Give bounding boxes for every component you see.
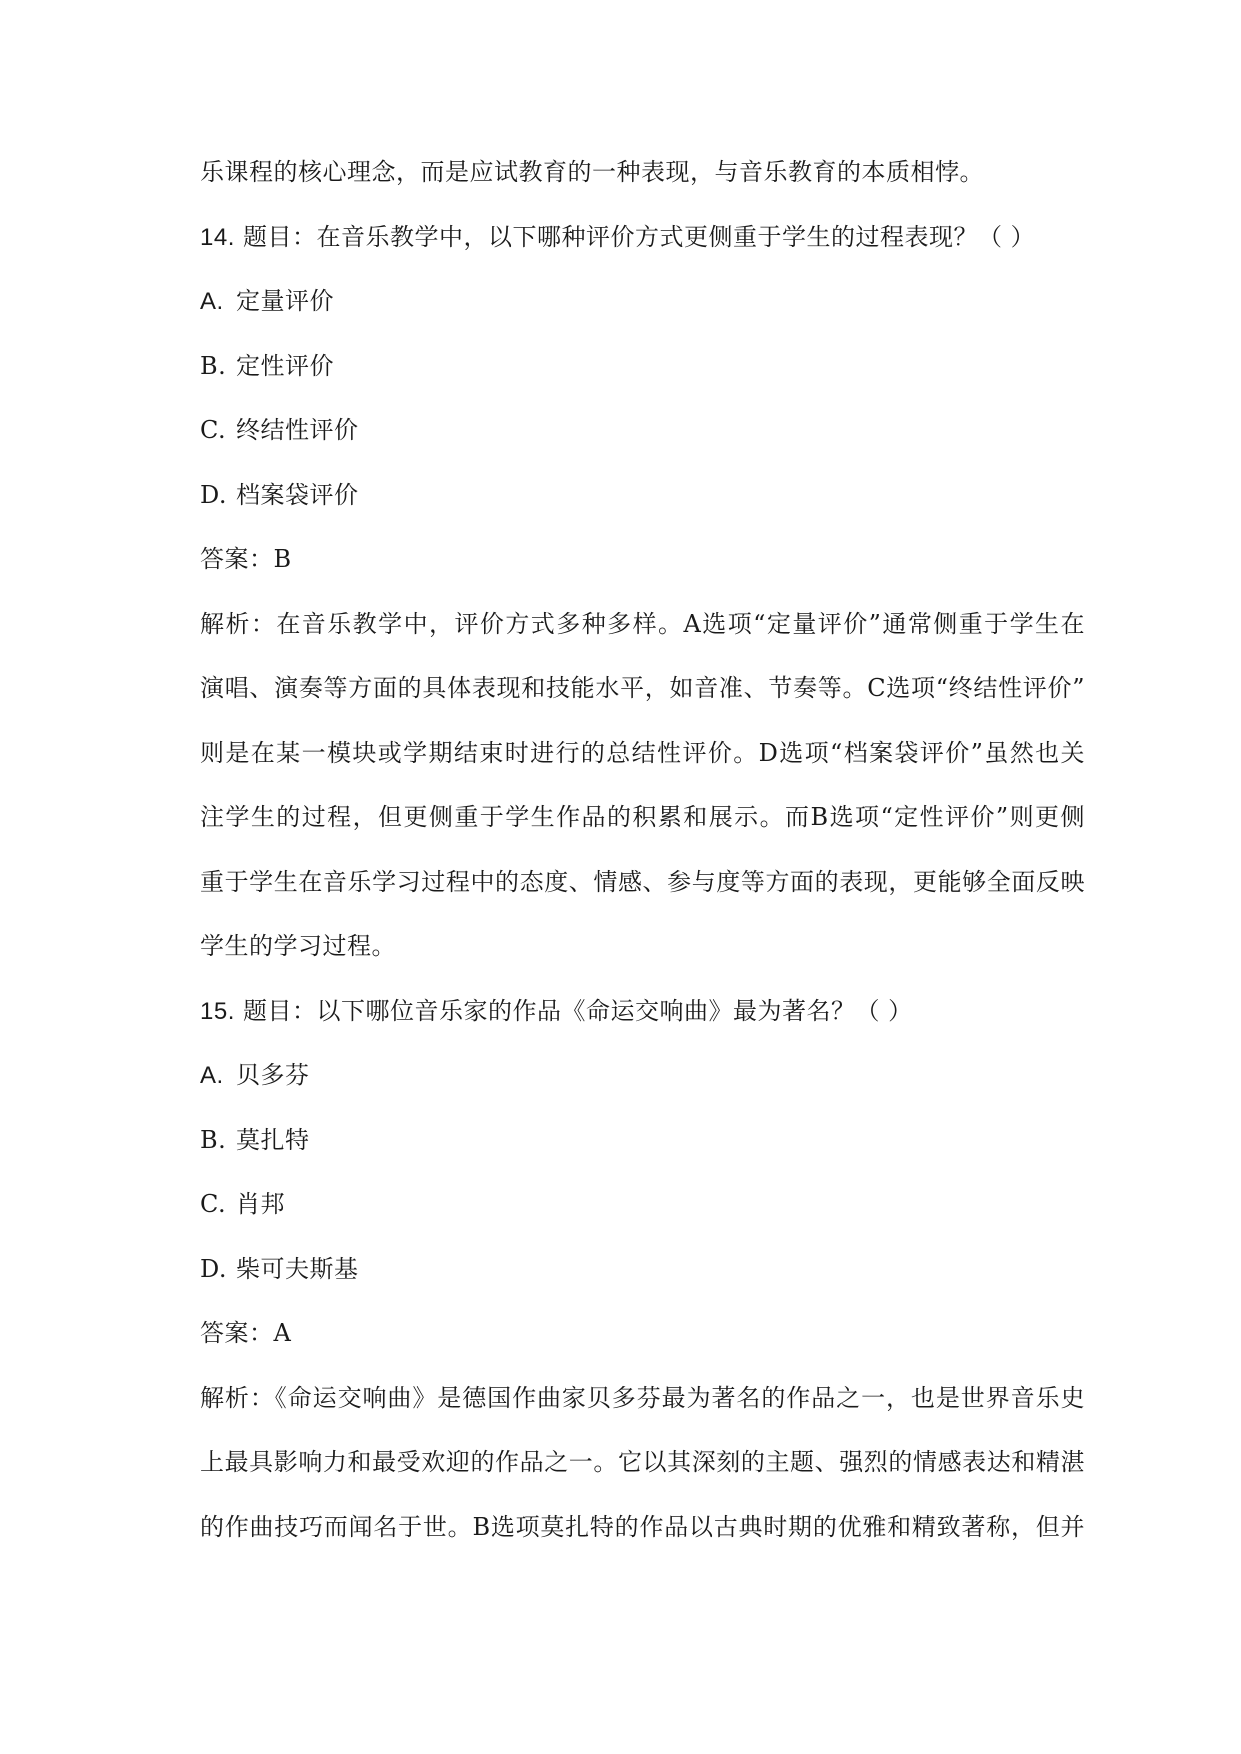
option-text: 档案袋评价 — [236, 480, 359, 509]
analysis-line: 演唱、演奏等方面的具体表现和技能水平，如音准、节奏等。C选项“终结性评价” — [200, 674, 1085, 702]
option-letter: C. — [200, 1190, 227, 1218]
option-text: 贝多芬 — [236, 1061, 310, 1089]
option-text: 定量评价 — [236, 287, 334, 315]
option-a — [200, 269, 1085, 334]
option-letter: B. — [200, 351, 227, 380]
document-page — [200, 140, 1085, 1559]
previous-analysis-tail: 乐课程的核心理念，而是应试教育的一种表现，与音乐教育的本质相悖。 — [200, 158, 984, 186]
option-text: 柴可夫斯基 — [236, 1254, 359, 1283]
option-letter: A. — [200, 1062, 224, 1089]
question-text: 题目：以下哪位音乐家的作品《命运交响曲》最为著名？（ ） — [243, 996, 913, 1025]
option-d — [200, 463, 1085, 528]
question-number: 15. — [200, 997, 235, 1025]
question-text: 题目：在音乐教学中，以下哪种评价方式更侧重于学生的过程表现？（ ） — [243, 222, 1036, 251]
option-a — [200, 1043, 1085, 1108]
option-letter: A. — [200, 288, 224, 315]
question-14-stem — [200, 205, 1085, 270]
answer-line: 答案：B — [200, 545, 292, 573]
analysis-line: 解析：《命运交响曲》是德国作曲家贝多芬最为著名的作品之一，也是世界音乐史 — [200, 1383, 1085, 1412]
option-text: 肖邦 — [236, 1190, 285, 1218]
question-15-stem — [200, 979, 1085, 1044]
option-b — [200, 334, 1085, 399]
question-number: 14. — [200, 223, 235, 251]
analysis-line: 重于学生在音乐学习过程中的态度、情感、参与度等方面的表现，更能够全面反映 — [200, 867, 1085, 896]
analysis-line: 注学生的过程，但更侧重于学生作品的积累和展示。而B选项“定性评价”则更侧 — [200, 803, 1085, 831]
option-d — [200, 1237, 1085, 1302]
option-c — [200, 398, 1085, 463]
option-letter: D. — [200, 480, 228, 509]
option-letter: D. — [200, 1254, 228, 1283]
analysis-line: 上最具影响力和最受欢迎的作品之一。它以其深刻的主题、强烈的情感表达和精湛 — [200, 1448, 1085, 1476]
analysis-line: 则是在某一模块或学期结束时进行的总结性评价。D选项“档案袋评价”虽然也关 — [200, 738, 1085, 767]
analysis-line: 学生的学习过程。 — [200, 932, 396, 960]
analysis-line: 解析：在音乐教学中，评价方式多种多样。A选项“定量评价”通常侧重于学生在 — [200, 609, 1085, 638]
option-b — [200, 1108, 1085, 1173]
option-text: 终结性评价 — [236, 416, 359, 444]
option-text: 定性评价 — [236, 351, 334, 380]
answer-line: 答案：A — [200, 1319, 292, 1347]
analysis-line: 的作曲技巧而闻名于世。B选项莫扎特的作品以古典时期的优雅和精致著称，但并 — [200, 1512, 1085, 1541]
option-c — [200, 1172, 1085, 1237]
option-text: 莫扎特 — [236, 1125, 310, 1154]
option-letter: C. — [200, 416, 227, 444]
option-letter: B. — [200, 1125, 227, 1154]
